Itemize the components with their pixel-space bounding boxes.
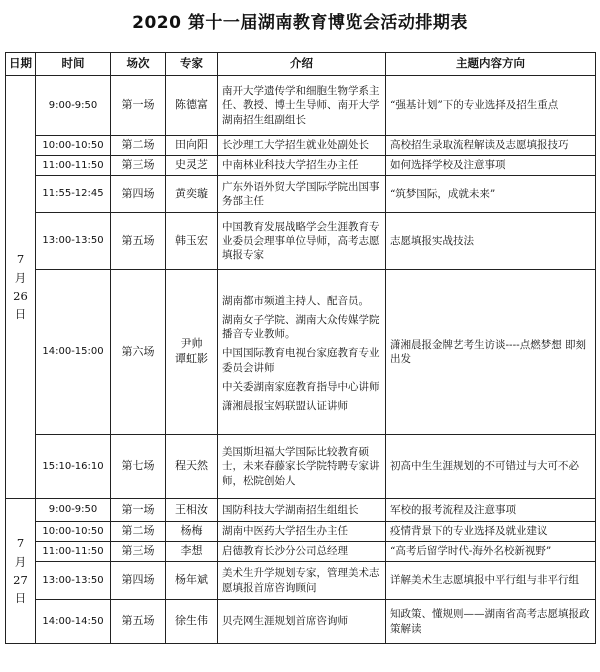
session-cell: 第一场 [111, 76, 166, 136]
topic-cell: 军校的报考流程及注意事项 [386, 499, 596, 522]
topic-cell: 知政策、懂规则——湖南省高考志愿填报政策解读 [386, 600, 596, 644]
intro-cell [218, 176, 386, 213]
intro-line: 长沙理工大学招生就业处副处长 [222, 139, 369, 152]
intro-line: 南开大学遗传学和细胞生物学系主任、教授、博士生导师、南开大学湖南招生组副组长 [222, 85, 380, 126]
topic-cell: 如何选择学校及注意事项 [386, 156, 596, 176]
topic-cell: 初高中生生涯规划的不可错过与大可不必 [386, 435, 596, 499]
expert-name: 史灵芝 [175, 158, 208, 172]
session-cell: 第三场 [111, 542, 166, 562]
intro-line: 启德教育长沙分公司总经理 [222, 545, 348, 558]
session-cell: 第三场 [111, 156, 166, 176]
session-cell: 第七场 [111, 435, 166, 499]
topic-cell: 潇湘晨报金牌艺考生访谈----点燃梦想 即刻出发 [386, 270, 596, 435]
topic-cell: 详解美术生志愿填报中平行组与非平行组 [386, 562, 596, 600]
topic-cell: 高校招生录取流程解读及志愿填报技巧 [386, 136, 596, 156]
topic-cell: 疫情背景下的专业选择及就业建议 [386, 522, 596, 542]
topic-cell: “高考后留学时代-海外名校新视野” [386, 542, 596, 562]
date-month: 7 月 [14, 252, 27, 285]
expert-cell [166, 600, 218, 644]
schedule-body [6, 76, 596, 644]
session-cell: 第五场 [111, 600, 166, 644]
table-row [6, 76, 596, 136]
session-cell: 第五场 [111, 213, 166, 270]
session-cell: 第二场 [111, 136, 166, 156]
header-date: 日期 [6, 53, 36, 76]
table-row [6, 213, 596, 270]
intro-line: 湖南都市频道主持人、配音员。 [222, 294, 369, 307]
expert-cell [166, 176, 218, 213]
expert-name: 徐生伟 [175, 614, 208, 628]
date-day: 27 日 [13, 573, 28, 606]
time-cell: 11:00-11:50 [36, 156, 111, 176]
header-expert: 专家 [166, 53, 218, 76]
intro-line: 美国斯坦福大学国际比较教育硕士，未来春藤家长学院特聘专家讲师，松院创始人 [222, 446, 380, 487]
expert-cell [166, 499, 218, 522]
expert-cell [166, 213, 218, 270]
intro-cell [218, 213, 386, 270]
time-cell: 11:00-11:50 [36, 542, 111, 562]
topic-cell: “筑梦国际，成就未来” [386, 176, 596, 213]
table-row [6, 522, 596, 542]
expert-name: 田向阳 [175, 138, 208, 152]
session-cell: 第六场 [111, 270, 166, 435]
expert-name: 谭虹影 [175, 352, 208, 365]
time-cell: 10:00-10:50 [36, 136, 111, 156]
expert-cell [166, 156, 218, 176]
table-row [6, 156, 596, 176]
date-cell [6, 499, 36, 644]
expert-name: 李想 [180, 544, 203, 558]
intro-cell [218, 136, 386, 156]
intro-cell [218, 562, 386, 600]
intro-cell [218, 76, 386, 136]
header-intro: 介绍 [218, 53, 386, 76]
session-cell: 第二场 [111, 522, 166, 542]
table-row [6, 176, 596, 213]
table-row [6, 499, 596, 522]
time-cell: 11:55-12:45 [36, 176, 111, 213]
expert-cell [166, 435, 218, 499]
time-cell: 15:10-16:10 [36, 435, 111, 499]
expert-name: 黄奕璇 [175, 186, 208, 200]
expert-cell [166, 136, 218, 156]
header-session: 场次 [111, 53, 166, 76]
intro-line: 湖南女子学院、湖南大众传媒学院播音专业教师。 [222, 314, 380, 341]
intro-line: 广东外语外贸大学国际学院出国事务部主任 [222, 180, 380, 207]
expert-name: 王相汝 [175, 502, 208, 516]
session-cell: 第四场 [111, 176, 166, 213]
time-cell: 9:00-9:50 [36, 499, 111, 522]
time-cell: 14:00-14:50 [36, 600, 111, 644]
intro-line: 中国国际教育电视台家庭教育专业委员会讲师 [222, 347, 380, 374]
table-row [6, 136, 596, 156]
session-cell: 第四场 [111, 562, 166, 600]
schedule-table [5, 52, 596, 644]
expert-cell [166, 522, 218, 542]
expert-cell [166, 270, 218, 435]
intro-line: 中国教育发展战略学会生涯教育专业委员会理事单位导师，高考志愿填报专家 [222, 220, 380, 262]
date-month: 7 月 [14, 536, 27, 569]
session-cell: 第一场 [111, 499, 166, 522]
intro-cell [218, 600, 386, 644]
time-cell: 10:00-10:50 [36, 522, 111, 542]
intro-cell [218, 435, 386, 499]
header-time: 时间 [36, 53, 111, 76]
header-topic: 主题内容方向 [386, 53, 596, 76]
time-cell: 13:00-13:50 [36, 213, 111, 270]
intro-cell [218, 522, 386, 542]
intro-line: 国防科技大学湖南招生组组长 [222, 503, 359, 516]
date-day: 26 日 [13, 289, 28, 322]
table-row [6, 562, 596, 600]
expert-name: 程天然 [175, 459, 208, 473]
intro-cell [218, 499, 386, 522]
intro-cell [218, 270, 386, 435]
expert-cell [166, 542, 218, 562]
table-row [6, 435, 596, 499]
topic-cell: 志愿填报实战技法 [386, 213, 596, 270]
table-row [6, 542, 596, 562]
intro-line: 美术生升学规划专家，管理美术志愿填报首席咨询顾问 [222, 567, 380, 594]
expert-cell [166, 562, 218, 600]
intro-line: 湖南中医药大学招生办主任 [222, 525, 348, 538]
intro-line: 中南林业科技大学招生办主任 [222, 159, 359, 172]
topic-cell: “强基计划”下的专业选择及招生重点 [386, 76, 596, 136]
header-row [6, 53, 596, 76]
table-row [6, 600, 596, 644]
expert-name: 杨梅 [180, 524, 203, 538]
expert-name: 尹帅 [180, 337, 203, 351]
intro-cell [218, 156, 386, 176]
expert-cell [166, 76, 218, 136]
time-cell: 13:00-13:50 [36, 562, 111, 600]
page-title: 2020 第十一届湖南教育博览会活动排期表 [132, 13, 468, 33]
intro-line: 潇湘晨报宝妈联盟认证讲师 [222, 399, 348, 412]
intro-line: 中关委湖南家庭教育指导中心讲师 [222, 380, 380, 393]
date-cell [6, 76, 36, 499]
intro-cell [218, 542, 386, 562]
time-cell: 9:00-9:50 [36, 76, 111, 136]
table-row [6, 270, 596, 435]
intro-line: 贝壳网生涯规划首席咨询师 [222, 615, 348, 628]
expert-name: 韩玉宏 [175, 233, 208, 247]
time-cell: 14:00-15:00 [36, 270, 111, 435]
expert-name: 杨年斌 [175, 573, 208, 587]
expert-name: 陈德富 [175, 98, 208, 112]
